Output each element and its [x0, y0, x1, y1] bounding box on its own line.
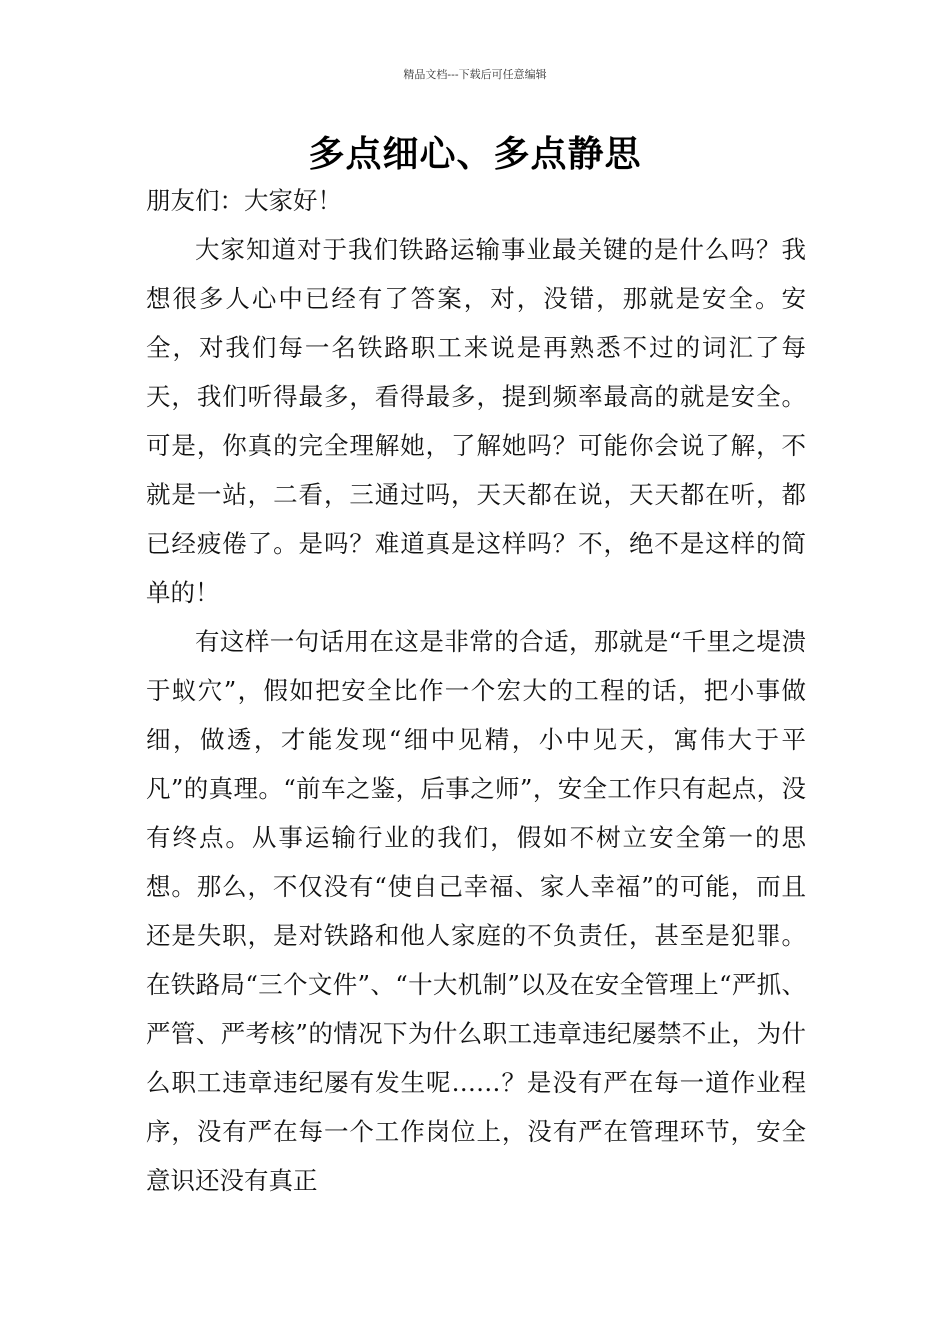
header-note: 精品文档---下载后可任意编辑 — [403, 68, 547, 81]
greeting: 朋友们：大家好！ — [146, 186, 342, 215]
document-title: 多点细心、多点静思 — [308, 134, 642, 175]
document-body — [146, 176, 806, 1205]
paragraph-2: 有这样一句话用在这是非常的合适，那就是“千里之堤溃于蚁穴”，假如把安全比作一个宏大的工程的话，把小事做细，做透，才能发现“细中见精，小中见天，寓伟大于平凡”的真理。“前车之鉴，后事之师”，安全工作只有起点，没有终点。从事运输行业的我们，假如不树立安全第一的思想。那么，不仅没有“使自己幸福、家人幸福”的可能，而且还是失职，是对铁路和他人家庭的不负责任，甚至是犯罪。在铁路局“三个文件”、“十大机制”以及在安全管理上“严抓、严管、严考核”的情况下为什么职工违章违纪屡禁不止，为什么职工违章违纪屡有发生呢……？是没有严在每一道作业程序，没有严在每一个工作岗位上，没有严在管理环节，安全意识还没有真正 — [146, 627, 806, 1195]
paragraph-1: 大家知道对于我们铁路运输事业最关键的是什么吗？我想很多人心中已经有了答案，对，没错，那就是安全。安全，对我们每一名铁路职工来说是再熟悉不过的词汇了每天，我们听得最多，看得最多，提到频率最高的就是安全。可是，你真的完全理解她，了解她吗？可能你会说了解，不就是一站，二看，三通过吗，天天都在说，天天都在听，都已经疲倦了。是吗？难道真是这样吗？不，绝不是这样的简单的！ — [146, 235, 806, 607]
